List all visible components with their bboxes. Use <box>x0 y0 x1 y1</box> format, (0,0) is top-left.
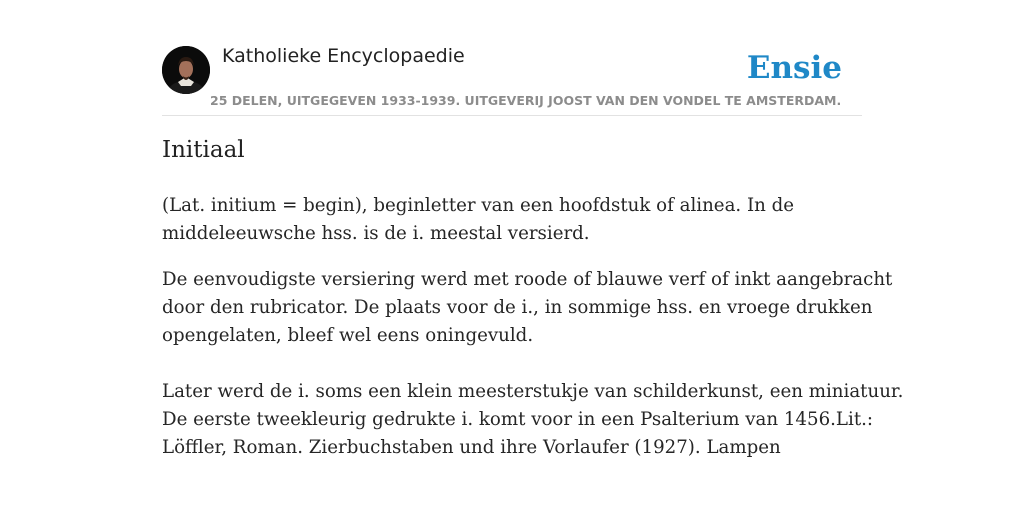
source-meta: 25 DELEN, UITGEGEVEN 1933-1939. UITGEVERIJ JOOST VAN DEN VONDEL TE AMSTERDAM. <box>210 93 842 108</box>
body-line: De eenvoudigste versiering werd met roode of blauwe verf of inkt aangebracht <box>162 269 893 290</box>
body-line: (Lat. initium = begin), beginletter van een hoofdstuk of alinea. In de <box>162 195 795 216</box>
header-divider <box>162 115 862 116</box>
body-line: Löffler, Roman. Zierbuchstaben und ihre Vorlaufer (1927). Lampen <box>162 437 781 458</box>
body-line: De eerste tweekleurig gedrukte i. komt voor in een Psalterium van 1456.Lit.: <box>162 409 874 430</box>
body-line: Later werd de i. soms een klein meesterstukje van schilderkunst, een miniatuur. <box>162 381 904 402</box>
paragraph-gap <box>162 248 862 266</box>
source-title[interactable]: Katholieke Encyclopaedie <box>222 45 465 67</box>
body-line: middeleeuwsche hss. is de i. meestal versierd. <box>162 223 590 244</box>
paragraph-gap <box>162 350 862 378</box>
ensie-logo-link[interactable]: Ensie <box>746 50 842 86</box>
portrait-avatar-icon[interactable] <box>162 46 210 94</box>
entry-title: Initiaal <box>162 137 245 163</box>
body-line: door den rubricator. De plaats voor de i., in sommige hss. en vroege drukken <box>162 297 873 318</box>
entry-body <box>162 192 904 462</box>
body-line: opengelaten, bleef wel eens oningevuld. <box>162 325 534 346</box>
